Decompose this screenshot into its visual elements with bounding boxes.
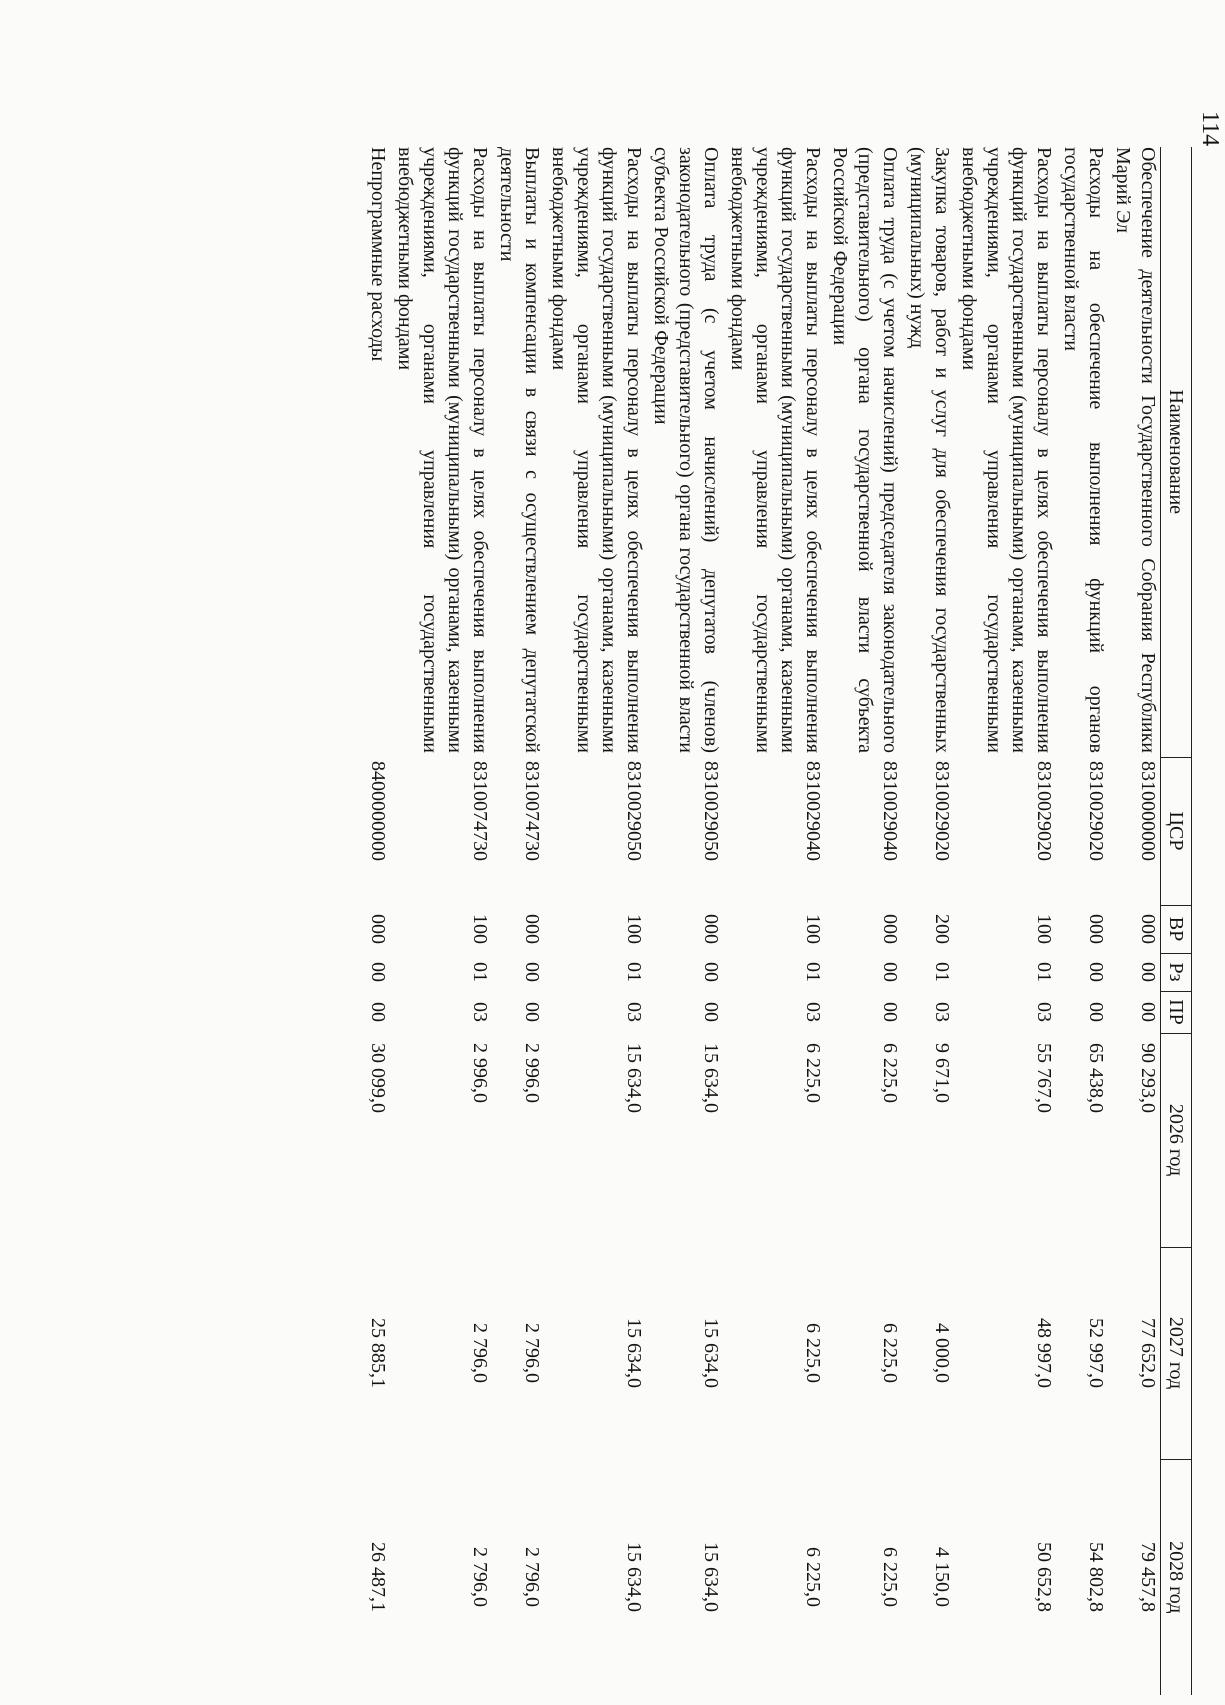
cell-name: Закупка товаров, работ и услуг для обеспечения государственных (муниципальных) нужд — [906, 147, 953, 753]
table-row — [902, 147, 954, 1695]
table-row — [723, 147, 825, 1695]
cell-rz: 00 — [1085, 962, 1107, 982]
header-pr: ПР — [1161, 991, 1192, 1033]
cell-2027: 15 634,0 — [700, 1318, 722, 1388]
cell-2026: 6 225,0 — [879, 1043, 901, 1103]
cell-2028: 6 225,0 — [879, 1547, 901, 1607]
cell-2026: 6 225,0 — [802, 1043, 824, 1103]
cell-2026: 2 996,0 — [469, 1043, 491, 1103]
cell-pr: 03 — [469, 1002, 491, 1022]
table-header-row — [1161, 147, 1192, 1695]
cell-rz: 01 — [469, 962, 491, 982]
cell-name: Обеспечение деятельности Государственного Собрания Республики Марий Эл — [1112, 147, 1159, 753]
header-rz: Рз — [1161, 953, 1192, 991]
table-row — [1108, 147, 1161, 1695]
cell-csr: 8310029040 — [802, 761, 824, 861]
cell-csr: 8310029040 — [879, 761, 901, 861]
cell-pr: 00 — [700, 1002, 722, 1022]
cell-csr: 8310029020 — [1033, 761, 1055, 861]
cell-rz: 00 — [521, 962, 543, 982]
cell-2027: 48 997,0 — [1033, 1318, 1055, 1388]
cell-csr: 8310029050 — [700, 761, 722, 861]
cell-rz: 01 — [1033, 962, 1055, 982]
table-row — [544, 147, 646, 1695]
cell-csr: 8400000000 — [367, 761, 389, 861]
cell-vr: 100 — [1033, 914, 1055, 944]
header-2028: 2028 год — [1161, 1459, 1192, 1695]
cell-name: Выплаты и компенсации в связи с осуществлением депутатской деятельности — [496, 147, 543, 753]
table-row — [825, 147, 902, 1695]
cell-rz: 01 — [802, 962, 824, 982]
cell-pr: 00 — [1085, 1002, 1107, 1022]
cell-vr: 000 — [1137, 914, 1159, 944]
cell-vr: 000 — [521, 914, 543, 944]
cell-pr: 00 — [521, 1002, 543, 1022]
cell-2028: 26 487,1 — [367, 1542, 389, 1612]
cell-2028: 54 802,8 — [1085, 1542, 1107, 1612]
header-name: Наименование — [1161, 147, 1192, 757]
cell-rz: 01 — [931, 962, 953, 982]
cell-vr: 100 — [623, 914, 645, 944]
table-row — [363, 147, 390, 1695]
cell-2027: 77 652,0 — [1137, 1318, 1159, 1388]
cell-2028: 2 796,0 — [521, 1547, 543, 1607]
cell-vr: 000 — [1085, 914, 1107, 944]
cell-name: Оплата труда (с учетом начислений) депутатов (членов) законодательного (представительного) органа государственной власти субъекта Российской Федерации — [650, 147, 722, 753]
cell-2027: 52 997,0 — [1085, 1318, 1107, 1388]
cell-name: Непрограммные расходы — [367, 147, 389, 362]
cell-2028: 79 457,8 — [1137, 1542, 1159, 1612]
cell-vr: 100 — [802, 914, 824, 944]
cell-name: Расходы на выплаты персоналу в целях обеспечения выполнения функций государственными (муниципальными) органами, казенными учреждениями, органами управления государственными внебюджетными фондами — [548, 147, 645, 753]
cell-pr: 00 — [879, 1002, 901, 1022]
cell-2027: 6 225,0 — [879, 1323, 901, 1383]
cell-2026: 30 099,0 — [367, 1043, 389, 1113]
cell-vr: 100 — [469, 914, 491, 944]
cell-csr: 8310074730 — [521, 761, 543, 861]
cell-vr: 000 — [879, 914, 901, 944]
cell-vr: 200 — [931, 914, 953, 944]
header-2026: 2026 год — [1161, 1033, 1192, 1247]
cell-2026: 2 996,0 — [521, 1043, 543, 1103]
cell-2026: 15 634,0 — [623, 1043, 645, 1113]
cell-2028: 15 634,0 — [700, 1542, 722, 1612]
header-csr: ЦСР — [1161, 757, 1192, 905]
cell-2028: 50 652,8 — [1033, 1542, 1055, 1612]
cell-2026: 55 767,0 — [1033, 1043, 1055, 1113]
cell-csr: 8310029050 — [623, 761, 645, 861]
table-row — [954, 147, 1056, 1695]
cell-2026: 15 634,0 — [700, 1043, 722, 1113]
page-number: 114 — [1197, 111, 1223, 147]
table-body — [363, 147, 1161, 1695]
cell-2028: 4 150,0 — [931, 1547, 953, 1607]
cell-csr: 8310074730 — [469, 761, 491, 861]
table-row — [390, 147, 492, 1695]
header-2027: 2027 год — [1161, 1247, 1192, 1459]
cell-rz: 00 — [879, 962, 901, 982]
table-row — [492, 147, 544, 1695]
cell-rz: 00 — [700, 962, 722, 982]
cell-rz: 00 — [367, 962, 389, 982]
header-vr: ВР — [1161, 905, 1192, 953]
cell-2027: 15 634,0 — [623, 1318, 645, 1388]
cell-name: Расходы на выплаты персоналу в целях обеспечения выполнения функций государственными (муниципальными) органами, казенными учреждениями, органами управления государственными внебюджетными фондами — [958, 147, 1055, 753]
cell-rz: 00 — [1137, 962, 1159, 982]
cell-2028: 15 634,0 — [623, 1542, 645, 1612]
cell-pr: 00 — [1137, 1002, 1159, 1022]
rotated-page — [195, 111, 1225, 1705]
cell-2028: 2 796,0 — [469, 1547, 491, 1607]
cell-2027: 2 796,0 — [469, 1323, 491, 1383]
cell-csr: 8310029020 — [1085, 761, 1107, 861]
cell-name: Расходы на выплаты персоналу в целях обеспечения выполнения функций государственными (муниципальными) органами, казенными учреждениями, органами управления государственными внебюджетными фондами — [394, 147, 491, 753]
cell-pr: 00 — [367, 1002, 389, 1022]
cell-csr: 8310029020 — [931, 761, 953, 861]
cell-2027: 6 225,0 — [802, 1323, 824, 1383]
cell-vr: 000 — [367, 914, 389, 944]
cell-name: Расходы на обеспечение выполнения функций органов государственной власти — [1060, 147, 1107, 753]
cell-2027: 4 000,0 — [931, 1323, 953, 1383]
cell-2027: 2 796,0 — [521, 1323, 543, 1383]
cell-pr: 03 — [931, 1002, 953, 1022]
cell-2027: 25 885,1 — [367, 1318, 389, 1388]
cell-vr: 000 — [700, 914, 722, 944]
table-row — [1056, 147, 1108, 1695]
cell-csr: 8310000000 — [1137, 761, 1159, 861]
cell-rz: 01 — [623, 962, 645, 982]
cell-pr: 03 — [802, 1002, 824, 1022]
budget-table — [363, 147, 1192, 1695]
cell-name: Оплата труда (с учетом начислений) председателя законодательного (представительного) органа государственной власти субъекта Российской Федерации — [829, 147, 901, 753]
cell-pr: 03 — [1033, 1002, 1055, 1022]
cell-2028: 6 225,0 — [802, 1547, 824, 1607]
table-row — [646, 147, 723, 1695]
cell-2026: 90 293,0 — [1137, 1043, 1159, 1113]
cell-2026: 9 671,0 — [931, 1043, 953, 1103]
cell-2026: 65 438,0 — [1085, 1043, 1107, 1113]
cell-pr: 03 — [623, 1002, 645, 1022]
cell-name: Расходы на выплаты персоналу в целях обеспечения выполнения функций государственными (муниципальными) органами, казенными учреждениями, органами управления государственными внебюджетными фондами — [727, 147, 824, 753]
